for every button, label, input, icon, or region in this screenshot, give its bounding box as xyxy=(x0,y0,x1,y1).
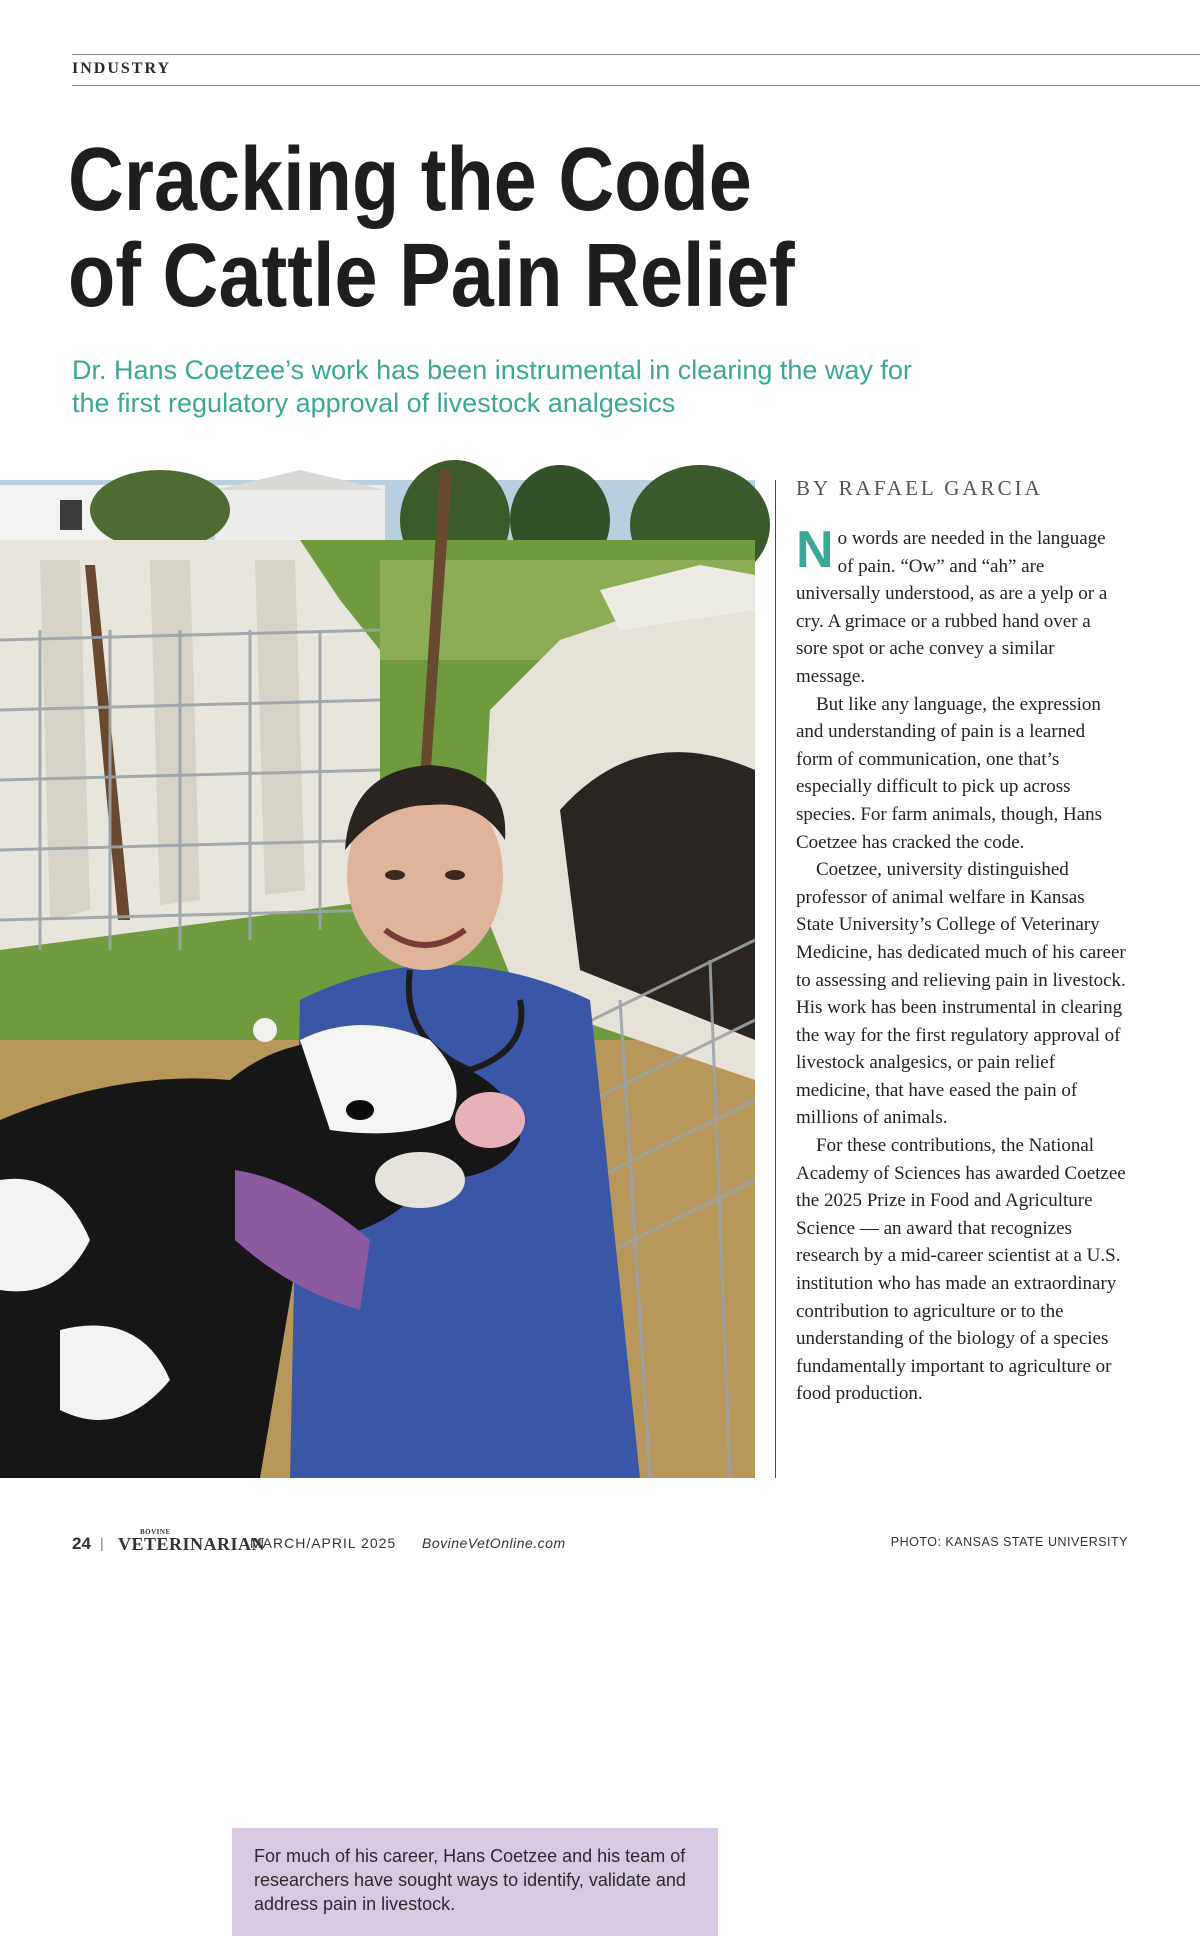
logo-big-text: VETERINARIAN xyxy=(118,1534,266,1554)
header-rule-top xyxy=(72,54,1200,55)
page-footer xyxy=(72,1528,1128,1558)
paragraph-1 xyxy=(796,521,1126,691)
photo-illustration xyxy=(0,480,755,1478)
paragraph-2: But like any language, the expression and understanding of pain is a learned form of communication, one that’s especially difficult to pick up across species. For farm animals, though, Hans Coetzee has cracked the code. xyxy=(796,693,1103,853)
paragraph-1-text: o words are needed in the language of pain. “Ow” and “ah” are universally understood, as are a yelp or a cry. A grimace or a rubbed hand over a sore spot or ache convey a similar message. xyxy=(796,528,1108,687)
dek-line-1: Dr. Hans Coetzee’s work has been instrumental in clearing the way for xyxy=(72,355,912,385)
dek-line-2: the first regulatory approval of livestock analgesics xyxy=(72,388,676,418)
footer-separator: | xyxy=(100,1535,104,1551)
paragraph-4: For these contributions, the National Academy of Sciences has awarded Coetzee the 2025 Prize in Food and Agriculture Science — an award that recognizes research by a mid-career scientist at a U.S. institution who has made an extraordinary contribution to agriculture or to the understanding of the biology of a species fundamentally important to agriculture or food production. xyxy=(796,1135,1126,1405)
article-body xyxy=(796,521,1126,1408)
logo-small-text: BOVINE xyxy=(140,1528,171,1536)
headline-line-2: of Cattle Pain Relief xyxy=(68,226,795,326)
section-label: INDUSTRY xyxy=(72,60,172,77)
issue-date: MARCH/APRIL 2025 xyxy=(250,1535,397,1551)
paragraph-3: Coetzee, university distinguished professor of animal welfare in Kansas State University’s College of Veterinary Medicine, has dedicated much of his career to assessing and relieving pain in livestock. His work has been instrumental in clearing the way for the first regulatory approval of livestock analgesics, or pain relief medicine, that have eased the pain of millions of animals. xyxy=(796,859,1126,1129)
website-url: BovineVetOnline.com xyxy=(422,1535,566,1551)
dek xyxy=(72,354,972,420)
headline-line-1: Cracking the Code xyxy=(68,130,752,230)
photo-credit: PHOTO: KANSAS STATE UNIVERSITY xyxy=(890,1535,1128,1549)
page-number: 24 xyxy=(72,1534,91,1553)
photo-caption: For much of his career, Hans Coetzee and his team of researchers have sought ways to identify, validate and address pain in livestock. xyxy=(232,1828,718,1936)
column-divider xyxy=(775,480,776,1478)
headline xyxy=(68,132,997,324)
drop-cap: N xyxy=(796,521,834,579)
header-rule-bottom xyxy=(72,85,1200,86)
byline: BY RAFAEL GARCIA xyxy=(796,476,1043,500)
